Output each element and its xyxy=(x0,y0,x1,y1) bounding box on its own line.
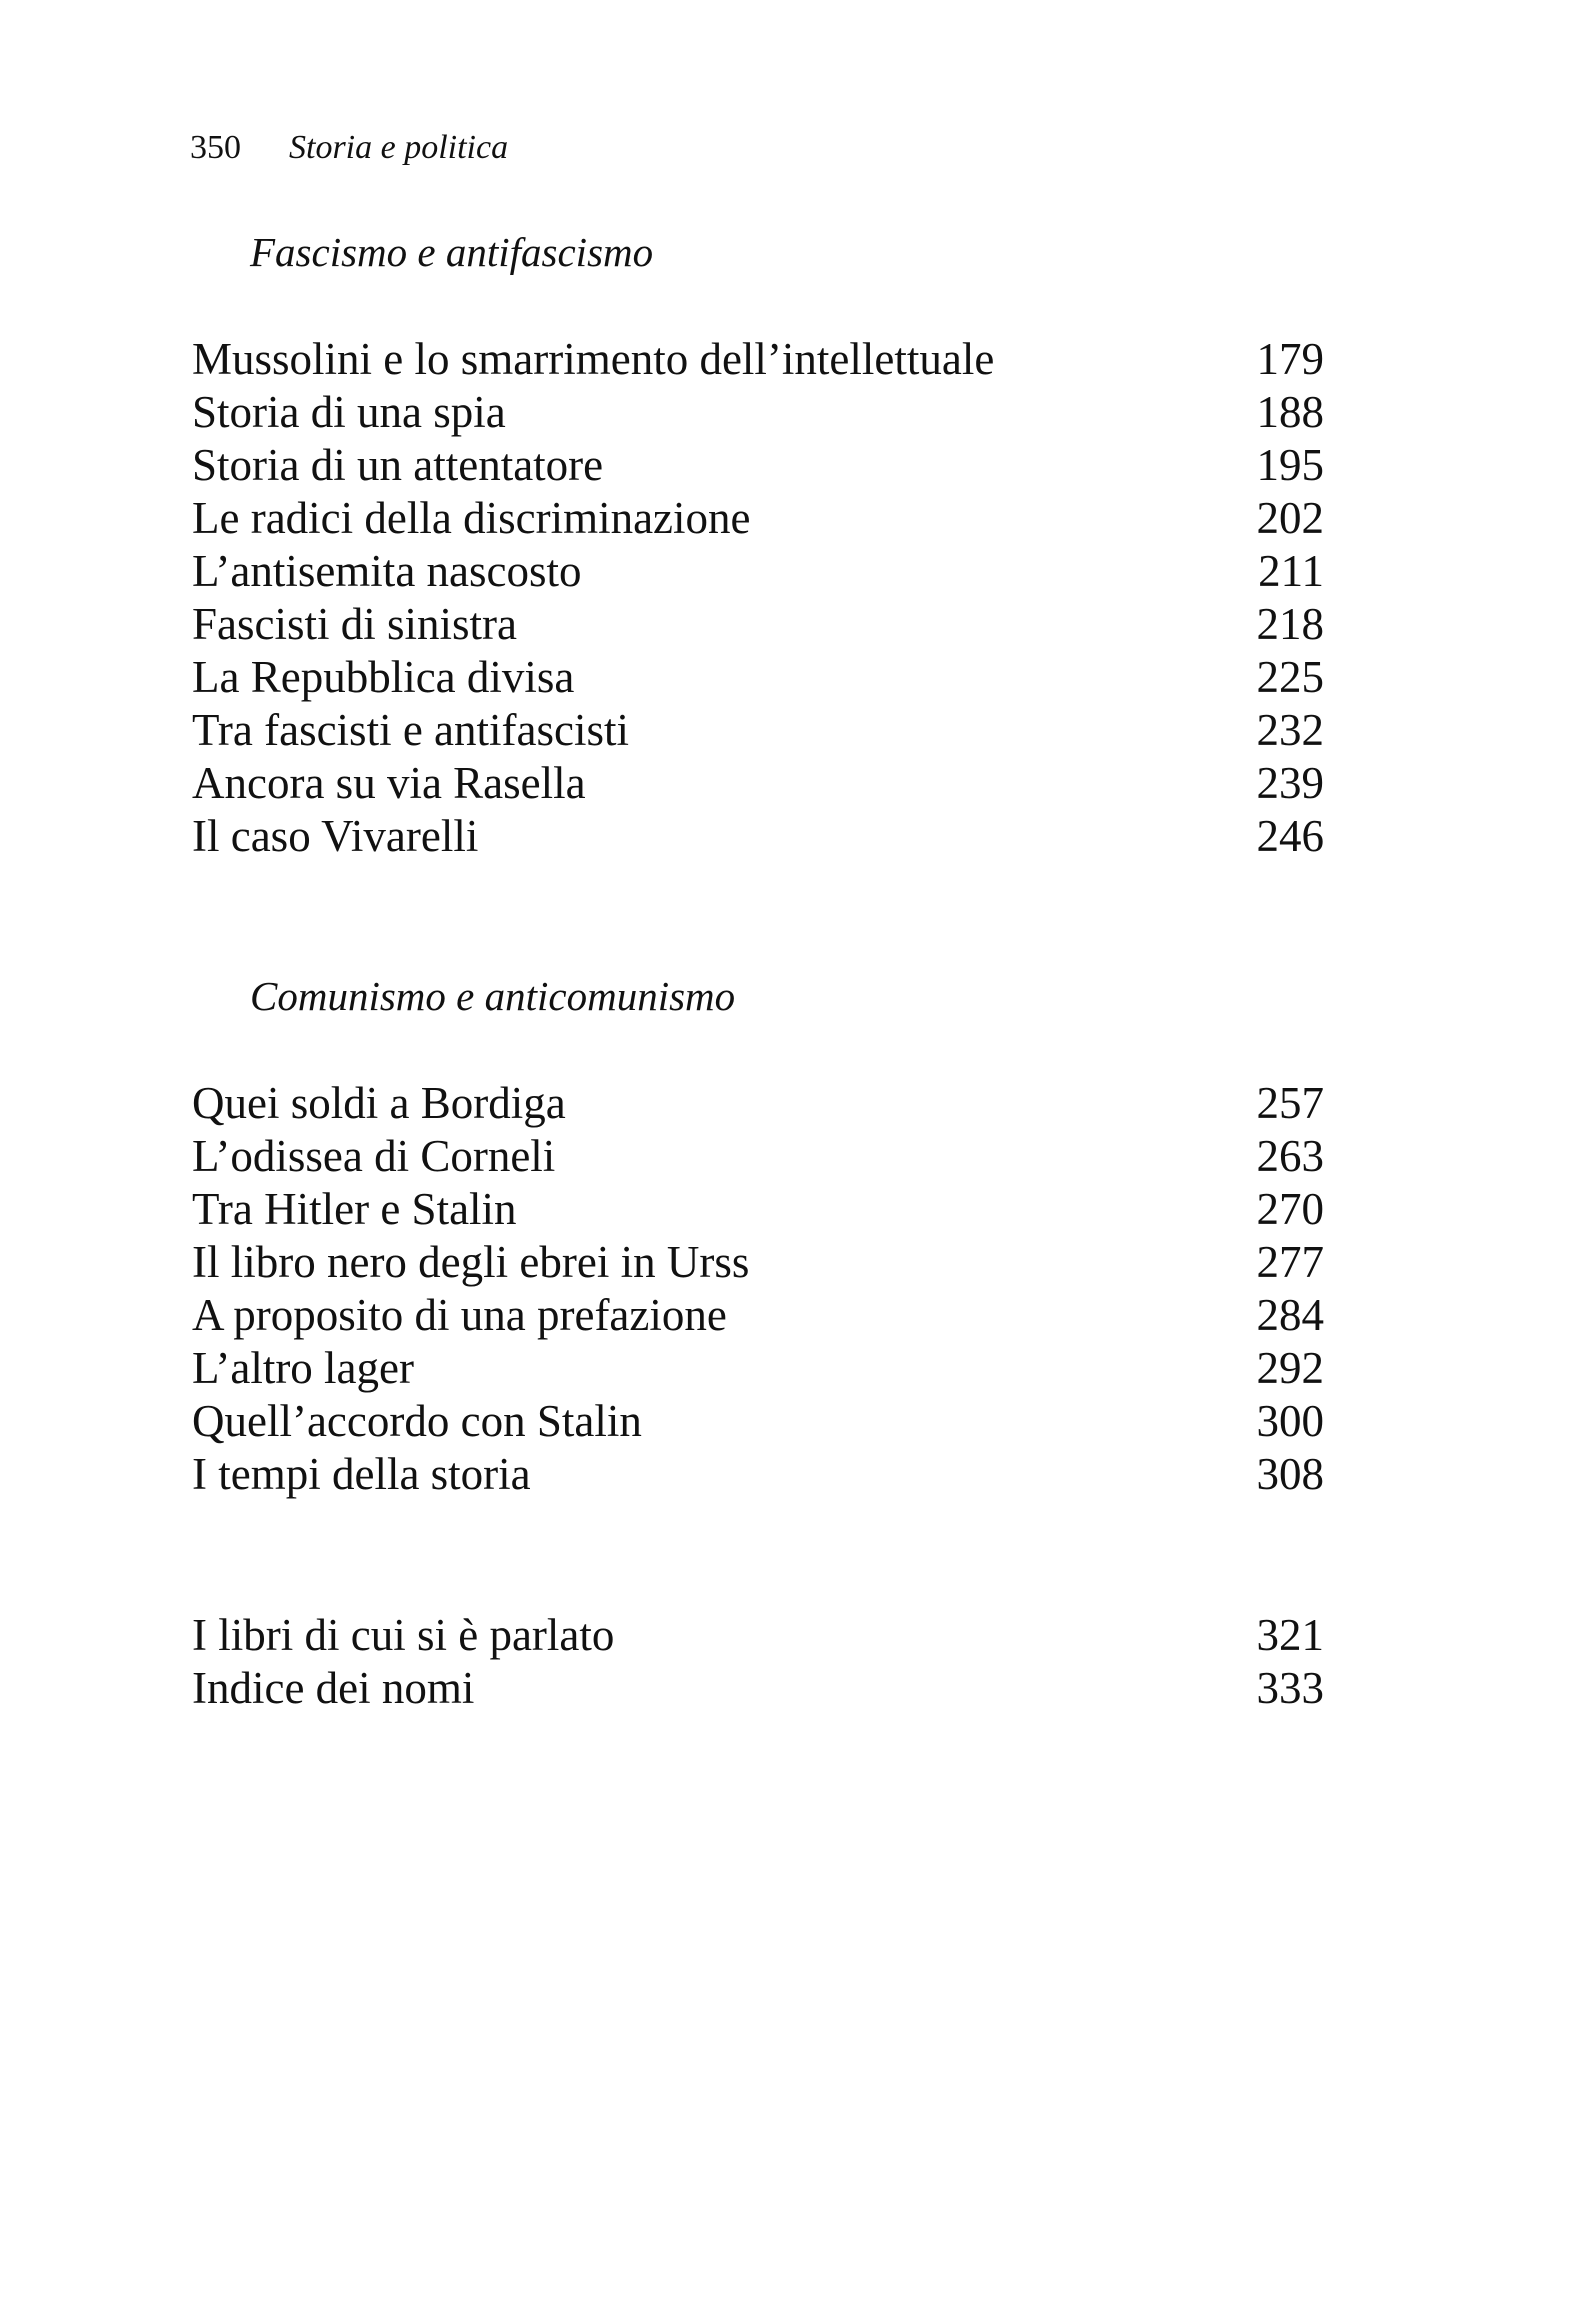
toc-entry-page: 225 xyxy=(1256,652,1324,702)
toc-entry-page: 239 xyxy=(1256,758,1324,808)
toc-entry xyxy=(192,1077,1324,1130)
toc-list-comunismo xyxy=(192,1077,1324,1501)
toc-entry-page: 333 xyxy=(1256,1663,1324,1713)
toc-entry-title: La Repubblica divisa xyxy=(192,652,575,702)
page-number: 350 xyxy=(190,129,241,166)
toc-entry xyxy=(192,439,1324,492)
toc-entry xyxy=(192,333,1324,386)
toc-list-back-matter xyxy=(192,1609,1324,1715)
section-title-fascismo: Fascismo e antifascismo xyxy=(250,229,654,275)
toc-entry xyxy=(192,1289,1324,1342)
toc-entry-page: 246 xyxy=(1256,811,1324,861)
toc-list-fascismo xyxy=(192,333,1324,863)
toc-entry-title: Quei soldi a Bordiga xyxy=(192,1078,566,1128)
section-title-comunismo: Comunismo e anticomunismo xyxy=(250,973,736,1019)
toc-entry-page: 321 xyxy=(1256,1610,1324,1660)
toc-entry-page: 232 xyxy=(1256,705,1324,755)
toc-entry xyxy=(192,1130,1324,1183)
toc-entry xyxy=(192,1236,1324,1289)
toc-entry-page: 270 xyxy=(1256,1184,1324,1234)
toc-entry-page: 300 xyxy=(1256,1396,1324,1446)
toc-entry-title: L’antisemita nascosto xyxy=(192,546,582,596)
toc-entry-title: I tempi della storia xyxy=(192,1449,531,1499)
toc-entry-page: 308 xyxy=(1256,1449,1324,1499)
toc-entry-page: 284 xyxy=(1256,1290,1324,1340)
toc-entry xyxy=(192,545,1324,598)
toc-entry-page: 292 xyxy=(1256,1343,1324,1393)
toc-entry-title: Mussolini e lo smarrimento dell’intellettuale xyxy=(192,334,995,384)
toc-entry-page: 179 xyxy=(1256,334,1324,384)
toc-entry-title: Ancora su via Rasella xyxy=(192,758,586,808)
toc-entry-page: 263 xyxy=(1256,1131,1324,1181)
toc-entry-title: A proposito di una prefazione xyxy=(192,1290,727,1340)
toc-entry-page: 202 xyxy=(1256,493,1324,543)
toc-entry xyxy=(192,1448,1324,1501)
toc-entry xyxy=(192,757,1324,810)
toc-entry-title: Quell’accordo con Stalin xyxy=(192,1396,642,1446)
toc-entry xyxy=(192,492,1324,545)
toc-entry-page: 211 xyxy=(1258,546,1324,596)
toc-entry-title: Indice dei nomi xyxy=(192,1663,475,1713)
toc-entry-title: I libri di cui si è parlato xyxy=(192,1610,615,1660)
toc-entry-page: 277 xyxy=(1256,1237,1324,1287)
toc-entry xyxy=(192,651,1324,704)
toc-entry-title: L’altro lager xyxy=(192,1343,414,1393)
toc-entry-title: Storia di una spia xyxy=(192,387,506,437)
toc-entry-title: Fascisti di sinistra xyxy=(192,599,517,649)
toc-entry xyxy=(192,704,1324,757)
toc-entry-title: Le radici della discriminazione xyxy=(192,493,751,543)
toc-entry-title: Il caso Vivarelli xyxy=(192,811,479,861)
toc-entry xyxy=(192,1662,1324,1715)
toc-entry xyxy=(192,1183,1324,1236)
toc-entry-page: 218 xyxy=(1256,599,1324,649)
toc-entry-title: Tra Hitler e Stalin xyxy=(192,1184,517,1234)
toc-entry-page: 257 xyxy=(1256,1078,1324,1128)
toc-entry-page: 188 xyxy=(1256,387,1324,437)
toc-entry-title: Il libro nero degli ebrei in Urss xyxy=(192,1237,750,1287)
toc-entry-page: 195 xyxy=(1256,440,1324,490)
toc-entry-title: L’odissea di Corneli xyxy=(192,1131,556,1181)
toc-entry xyxy=(192,598,1324,651)
toc-entry-title: Tra fascisti e antifascisti xyxy=(192,705,629,755)
running-head xyxy=(190,128,508,168)
toc-entry-title: Storia di un attentatore xyxy=(192,440,604,490)
toc-entry xyxy=(192,810,1324,863)
toc-entry xyxy=(192,386,1324,439)
toc-entry xyxy=(192,1395,1324,1448)
running-head-title: Storia e politica xyxy=(289,129,509,166)
toc-entry xyxy=(192,1609,1324,1662)
toc-entry xyxy=(192,1342,1324,1395)
